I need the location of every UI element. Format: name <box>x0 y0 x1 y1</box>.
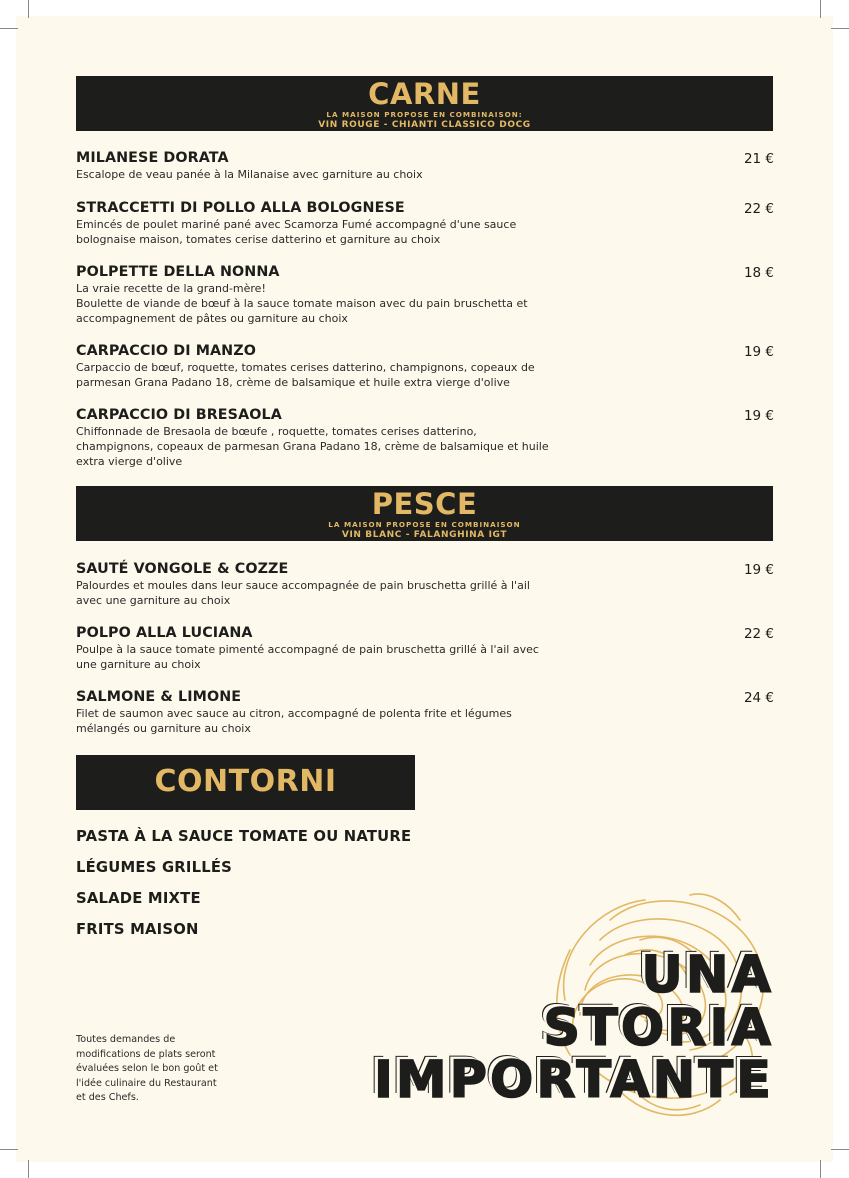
dish-name: SAUTÉ VONGOLE & COZZE <box>76 561 289 577</box>
carne-pairing-label: LA MAISON PROPOSE EN COMBINAISON: <box>326 110 523 119</box>
side-item: SALADE MIXTE <box>76 890 201 907</box>
crop-mark <box>0 28 18 29</box>
pesce-pairing-wine: VIN BLANC - FALANGHINA IGT <box>341 530 508 540</box>
dish-price: 22 € <box>743 626 774 642</box>
pesce-banner <box>76 486 773 541</box>
dish-item <box>76 264 774 326</box>
dish-name: POLPO ALLA LUCIANA <box>76 625 253 641</box>
carne-title: CARNE <box>368 77 481 111</box>
carne-banner <box>76 76 773 131</box>
dish-price: 19 € <box>743 344 774 360</box>
tagline-line: IMPORTANTE <box>373 1051 774 1110</box>
contorni-banner <box>76 755 415 810</box>
dish-price: 24 € <box>743 690 774 706</box>
crop-mark <box>820 0 821 18</box>
dish-price: 18 € <box>743 265 774 281</box>
crop-mark <box>28 1160 29 1178</box>
crop-mark <box>28 0 29 18</box>
dish-item <box>76 150 774 182</box>
dish-item <box>76 561 774 608</box>
dish-item <box>76 625 774 672</box>
side-item: LÉGUMES GRILLÉS <box>76 859 233 876</box>
dish-name: POLPETTE DELLA NONNA <box>76 264 280 280</box>
modification-note: Toutes demandes de modifications de plats seront évaluées selon le bon goût et l'idée culinaire du Restaurant et des Chefs. <box>76 1034 218 1103</box>
crop-mark <box>820 1160 821 1178</box>
contorni-title: CONTORNI <box>154 764 337 799</box>
dish-name: CARPACCIO DI BRESAOLA <box>76 407 282 423</box>
dish-item <box>76 343 774 390</box>
side-item: PASTA À LA SAUCE TOMATE OU NATURE <box>76 828 412 845</box>
crop-mark <box>831 1149 849 1150</box>
dish-name: CARPACCIO DI MANZO <box>76 343 256 359</box>
crop-mark <box>831 28 849 29</box>
dish-description: La vraie recette de la grand-mère! Boulette de viande de bœuf à la sauce tomate maison avec du pain bruschetta et accompagnement de pâtes ou garniture au choix <box>76 282 528 325</box>
tagline-line: STORIA <box>543 999 774 1058</box>
dish-price: 19 € <box>743 408 774 424</box>
pesce-title: PESCE <box>371 487 478 521</box>
side-item: FRITS MAISON <box>76 921 199 938</box>
dish-price: 22 € <box>743 201 774 217</box>
crop-mark <box>0 1149 18 1150</box>
dish-item <box>76 200 774 247</box>
pesce-pairing-label: LA MAISON PROPOSE EN COMBINAISON <box>328 520 521 529</box>
dish-name: STRACCETTI DI POLLO ALLA BOLOGNESE <box>76 200 405 216</box>
dish-description: Filet de saumon avec sauce au citron, accompagné de polenta frite et légumes mélangés ou garniture au choix <box>76 707 512 735</box>
dish-description: Poulpe à la sauce tomate pimenté accompagné de pain bruschetta grillé à l'ail avec une garniture au choix <box>76 643 539 671</box>
dish-description: Palourdes et moules dans leur sauce accompagnée de pain bruschetta grillé à l'ail avec une garniture au choix <box>76 579 530 607</box>
dish-price: 19 € <box>743 562 774 578</box>
tagline-line: UNA <box>641 946 774 1005</box>
dish-item <box>76 689 774 736</box>
dish-description: Chiffonnade de Bresaola de bœufe , roquette, tomates cerises datterino, champignons, copeaux de parmesan Grana Padano 18, crème de balsamique et huile extra vierge d'olive <box>76 425 549 468</box>
dish-description: Carpaccio de bœuf, roquette, tomates cerises datterino, champignons, copeaux de parmesan Grana Padano 18, crème de balsamique et huile extra vierge d'olive <box>76 361 535 389</box>
dish-item <box>76 407 774 469</box>
dish-description: Escalope de veau panée à la Milanaise avec garniture au choix <box>76 168 423 181</box>
dish-name: MILANESE DORATA <box>76 150 229 166</box>
dish-name: SALMONE & LIMONE <box>76 689 242 705</box>
carne-pairing-wine: VIN ROUGE - CHIANTI CLASSICO DOCG <box>318 120 531 130</box>
dish-price: 21 € <box>743 151 774 167</box>
dish-description: Emincés de poulet mariné pané avec Scamorza Fumé accompagné d'une sauce bolognaise maison, tomates cerise datterino et garniture au choix <box>76 218 517 246</box>
